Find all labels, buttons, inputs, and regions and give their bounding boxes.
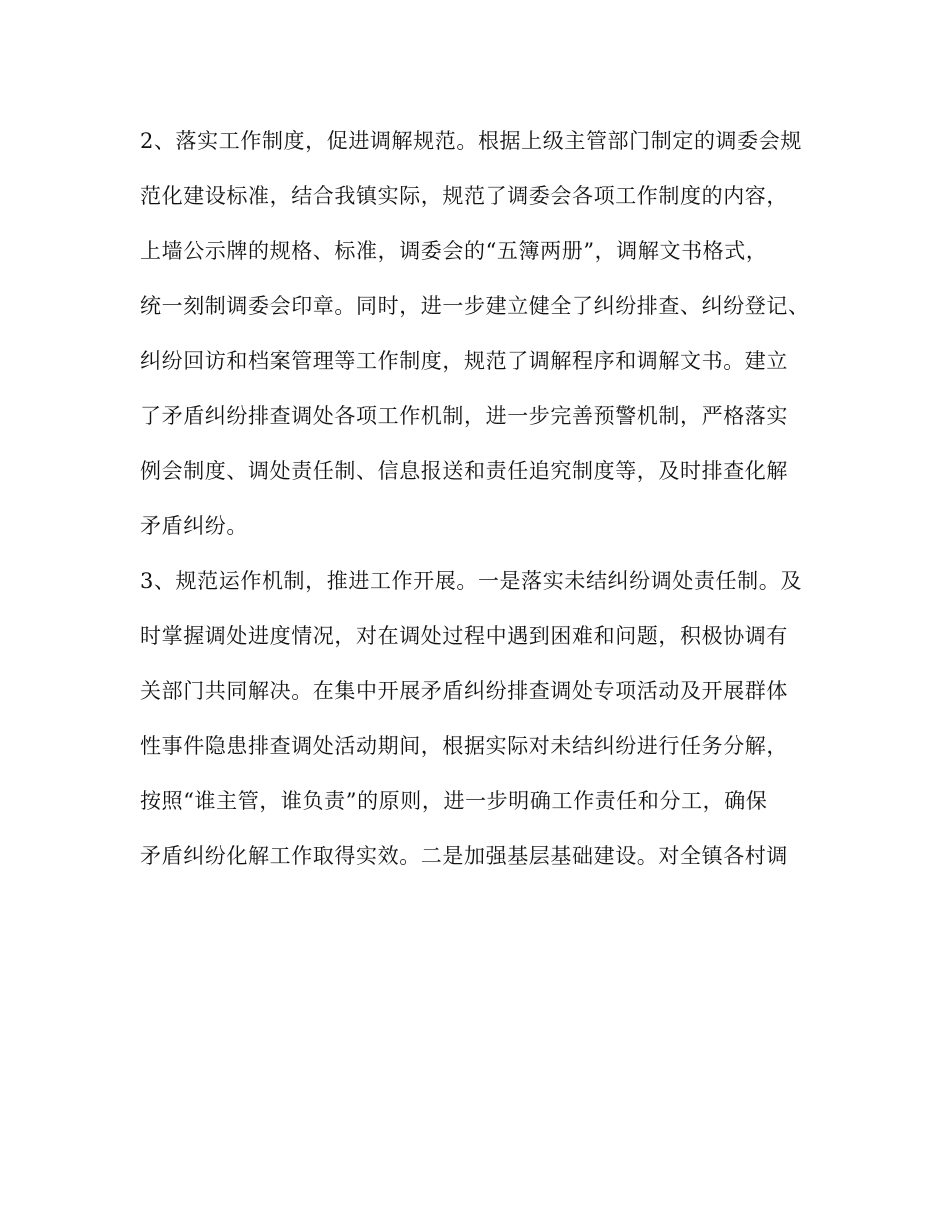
text-line: 矛盾纠纷化解工作取得实效。二是加强基层基础建设。对全镇各村调 (140, 844, 788, 868)
text-line: 性事件隐患排查调处活动期间，根据实际对未结纠纷进行任务分解， (140, 734, 788, 758)
text-line: 纠纷回访和档案管理等工作制度，规范了调解程序和调解文书。建立 (140, 349, 788, 373)
text-line: 统一刻制调委会印章。同时，进一步建立健全了纠纷排查、纠纷登记、 (140, 294, 810, 318)
text-line: 上墙公示牌的规格、标准，调委会的“五簿两册”，调解文书格式， (140, 239, 768, 263)
text-line: 3、规范运作机制，推进工作开展。一是落实未结纠纷调处责任制。及 (140, 569, 802, 593)
text-line: 例会制度、调处责任制、信息报送和责任追究制度等，及时排查化解 (140, 459, 788, 483)
text-line: 矛盾纠纷。 (140, 514, 248, 538)
text-line: 时掌握调处进度情况，对在调处过程中遇到困难和问题，积极协调有 (140, 624, 788, 648)
text-line: 范化建设标准，结合我镇实际，规范了调委会各项工作制度的内容， (140, 184, 788, 208)
text-line: 2、落实工作制度，促进调解规范。根据上级主管部门制定的调委会规 (140, 129, 802, 153)
text-line: 了矛盾纠纷排查调处各项工作机制，进一步完善预警机制，严格落实 (140, 404, 788, 428)
text-line: 关部门共同解决。在集中开展矛盾纠纷排查调处专项活动及开展群体 (140, 679, 788, 703)
body-text (140, 122, 820, 892)
text-line: 按照“谁主管，谁负责”的原则，进一步明确工作责任和分工，确保 (140, 789, 768, 813)
